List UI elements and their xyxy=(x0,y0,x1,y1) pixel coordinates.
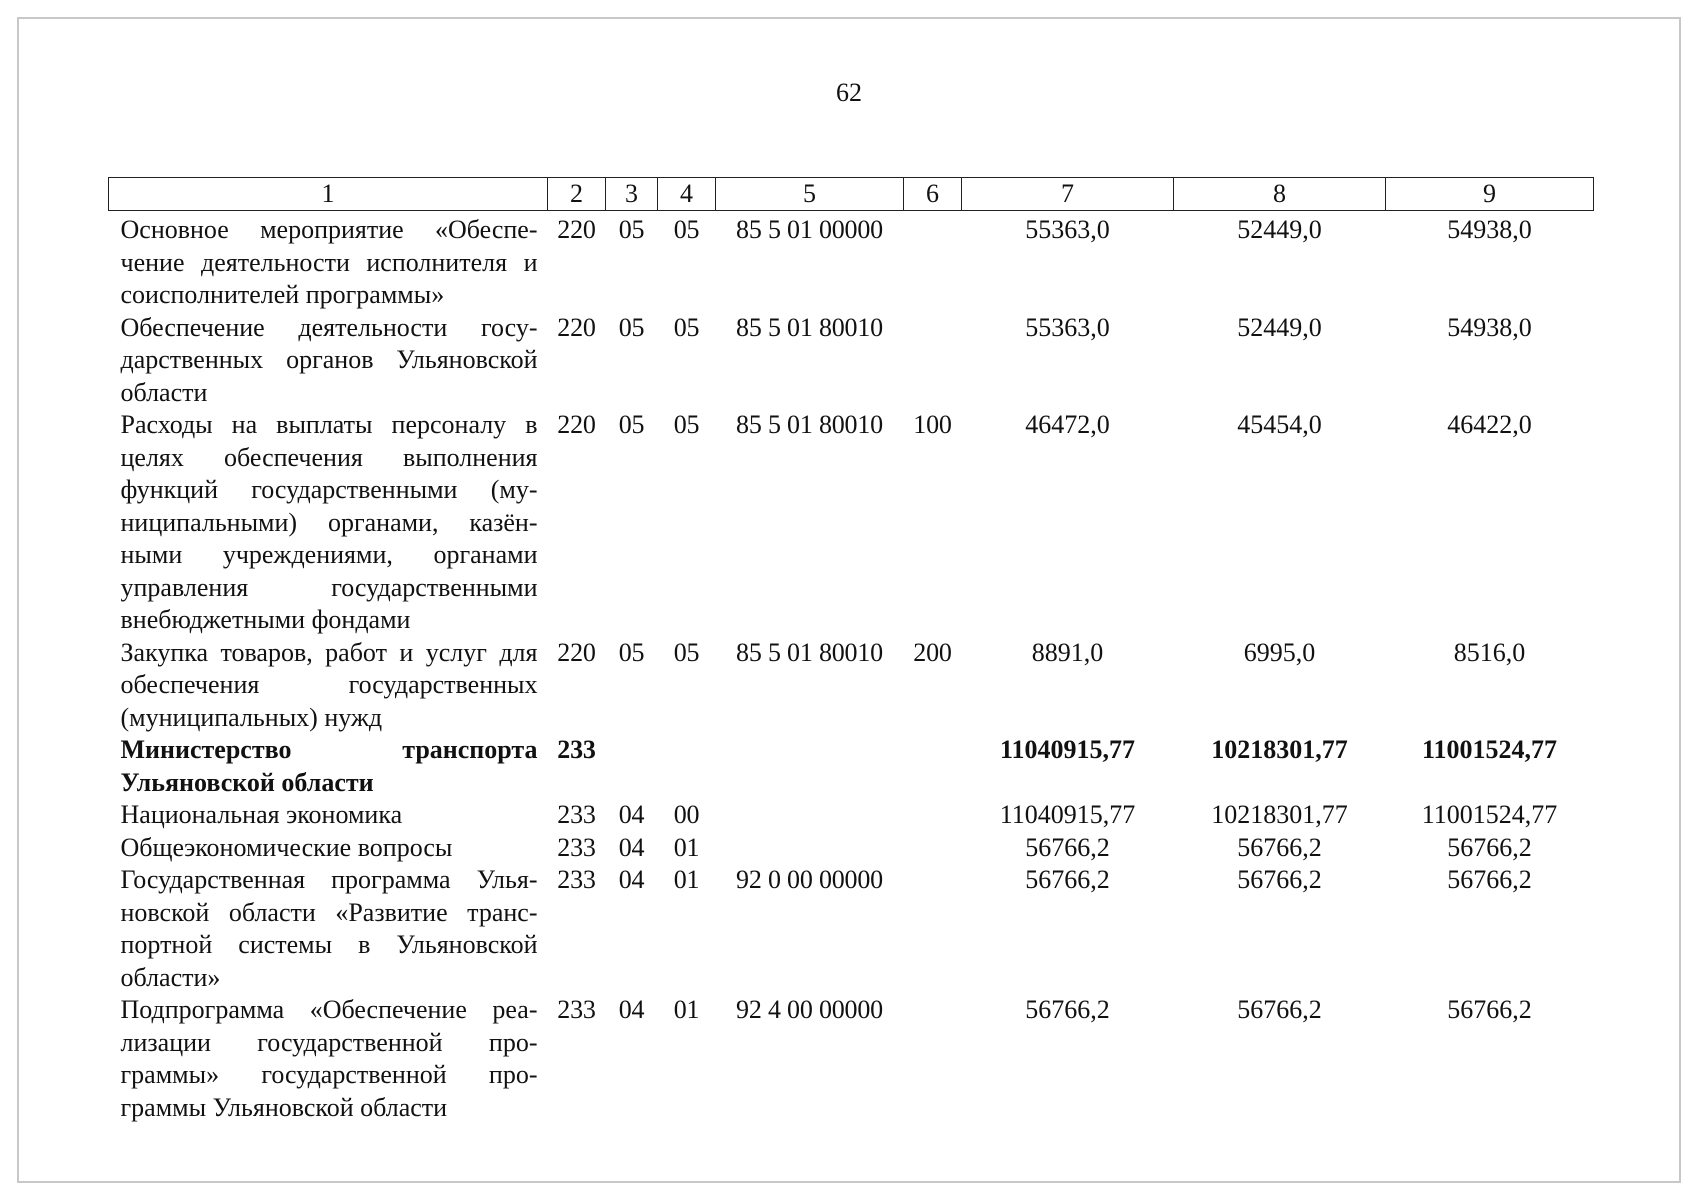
header-col-5: 5 xyxy=(716,178,904,211)
cell-target-article: 92 4 00 00000 xyxy=(736,995,883,1024)
cell-amount-3: 56766,2 xyxy=(1447,995,1532,1024)
cell-admin-code: 220 xyxy=(557,312,596,342)
table-row xyxy=(109,799,1594,832)
cell-amount-1: 46472,0 xyxy=(1025,410,1110,439)
cell-expense-type xyxy=(904,832,962,865)
cell-target-article xyxy=(716,799,904,832)
cell-admin-code: 233 xyxy=(557,865,596,894)
cell-target-article xyxy=(716,734,904,799)
cell-amount-2: 10218301,77 xyxy=(1211,800,1348,829)
cell-name: Государственная программа Улья-новской области «Развитие транс-портной системы в Ульяновской области» xyxy=(120,865,538,992)
cell-name: Обеспечение деятельности госу-дарственных органов Ульяновской области xyxy=(120,312,538,407)
cell-name: Основное мероприятие «Обеспе-чение деятельности исполнителя и соисполнителей программы» xyxy=(120,215,538,309)
cell-section: 04 xyxy=(618,865,645,894)
cell-amount-2: 56766,2 xyxy=(1237,832,1322,862)
cell-section: 05 xyxy=(618,637,645,667)
cell-admin-code: 220 xyxy=(557,410,596,439)
cell-amount-3: 11001524,77 xyxy=(1421,800,1558,829)
cell-amount-2: 52449,0 xyxy=(1237,312,1322,342)
table-row xyxy=(109,994,1594,1124)
cell-amount-2: 10218301,77 xyxy=(1211,735,1348,764)
cell-target-article xyxy=(716,832,904,865)
cell-amount-1: 56766,2 xyxy=(1025,995,1110,1024)
cell-expense-type xyxy=(904,864,962,994)
header-col-1: 1 xyxy=(109,178,548,211)
cell-expense-type xyxy=(904,799,962,832)
cell-amount-2: 56766,2 xyxy=(1237,865,1322,894)
cell-name: Общеэкономические вопросы xyxy=(120,832,453,862)
table-row xyxy=(109,637,1594,735)
cell-amount-3: 54938,0 xyxy=(1447,312,1532,342)
cell-expense-type xyxy=(904,734,962,799)
header-col-8: 8 xyxy=(1174,178,1386,211)
cell-name: Подпрограмма «Обеспечение реа-лизации государственной про-граммы» государственной про-граммы Ульяновской области xyxy=(120,995,538,1122)
cell-subsection: 01 xyxy=(673,995,700,1024)
cell-amount-1: 56766,2 xyxy=(1025,832,1110,862)
cell-subsection: 01 xyxy=(673,832,700,862)
header-col-6: 6 xyxy=(904,178,962,211)
cell-section: 05 xyxy=(618,215,645,244)
table-row xyxy=(109,734,1594,799)
cell-subsection: 01 xyxy=(673,865,700,894)
cell-subsection: 05 xyxy=(673,312,700,342)
cell-target-article: 85 5 01 80010 xyxy=(736,410,883,439)
cell-expense-type: 200 xyxy=(913,637,952,667)
cell-name: Закупка товаров, работ и услуг для обеспечения государственных (муниципальных) нужд xyxy=(120,637,538,732)
cell-subsection xyxy=(658,734,716,799)
cell-expense-type: 100 xyxy=(913,410,952,439)
cell-amount-2: 45454,0 xyxy=(1237,410,1322,439)
cell-admin-code: 233 xyxy=(557,735,596,764)
cell-section: 05 xyxy=(618,312,645,342)
cell-amount-3: 56766,2 xyxy=(1447,865,1532,894)
cell-name: Расходы на выплаты персоналу в целях обеспечения выполнения функций государственными (му-ниципальными) органами, казён-ными учреждениями, органами управления государственными внебюджетными фондами xyxy=(120,410,538,634)
cell-amount-1: 11040915,77 xyxy=(999,800,1136,829)
cell-section: 04 xyxy=(618,995,645,1024)
header-col-9: 9 xyxy=(1386,178,1594,211)
cell-subsection: 05 xyxy=(673,637,700,667)
cell-amount-1: 56766,2 xyxy=(1025,865,1110,894)
cell-section: 04 xyxy=(618,832,645,862)
cell-amount-1: 11040915,77 xyxy=(999,735,1136,764)
cell-expense-type xyxy=(904,312,962,410)
cell-amount-1: 55363,0 xyxy=(1025,312,1110,342)
page-number: 62 xyxy=(836,78,862,107)
cell-admin-code: 233 xyxy=(557,995,596,1024)
table-row xyxy=(109,832,1594,865)
cell-section: 04 xyxy=(618,800,645,829)
table-row xyxy=(109,211,1594,312)
cell-expense-type xyxy=(904,211,962,312)
cell-amount-2: 56766,2 xyxy=(1237,995,1322,1024)
cell-target-article: 85 5 01 00000 xyxy=(736,215,883,244)
cell-subsection: 00 xyxy=(673,800,700,829)
cell-amount-3: 46422,0 xyxy=(1447,410,1532,439)
header-row xyxy=(109,178,1594,211)
cell-amount-3: 54938,0 xyxy=(1447,215,1532,244)
cell-admin-code: 220 xyxy=(557,637,596,667)
header-col-7: 7 xyxy=(962,178,1174,211)
header-col-3: 3 xyxy=(606,178,658,211)
cell-amount-1: 8891,0 xyxy=(1031,637,1104,667)
table-body xyxy=(109,211,1594,1125)
cell-target-article: 92 0 00 00000 xyxy=(736,865,883,894)
cell-amount-3: 56766,2 xyxy=(1447,832,1532,862)
cell-admin-code: 220 xyxy=(557,215,596,244)
table-row xyxy=(109,312,1594,410)
cell-target-article: 85 5 01 80010 xyxy=(736,312,883,342)
cell-subsection: 05 xyxy=(673,215,700,244)
cell-amount-1: 55363,0 xyxy=(1025,215,1110,244)
cell-expense-type xyxy=(904,994,962,1124)
cell-amount-2: 6995,0 xyxy=(1243,637,1316,667)
table-row xyxy=(109,864,1594,994)
cell-name: Национальная экономика xyxy=(120,800,403,829)
cell-admin-code: 233 xyxy=(557,800,596,829)
cell-subsection: 05 xyxy=(673,410,700,439)
header-col-2: 2 xyxy=(548,178,606,211)
budget-table xyxy=(108,177,1594,1124)
cell-amount-3: 8516,0 xyxy=(1453,637,1526,667)
header-col-4: 4 xyxy=(658,178,716,211)
cell-name: Министерство транспорта Ульяновской области xyxy=(120,735,538,797)
table-row xyxy=(109,409,1594,637)
cell-target-article: 85 5 01 80010 xyxy=(736,637,883,667)
cell-section: 05 xyxy=(618,410,645,439)
cell-admin-code: 233 xyxy=(557,832,596,862)
cell-amount-2: 52449,0 xyxy=(1237,215,1322,244)
cell-section xyxy=(606,734,658,799)
cell-amount-3: 11001524,77 xyxy=(1421,735,1558,764)
